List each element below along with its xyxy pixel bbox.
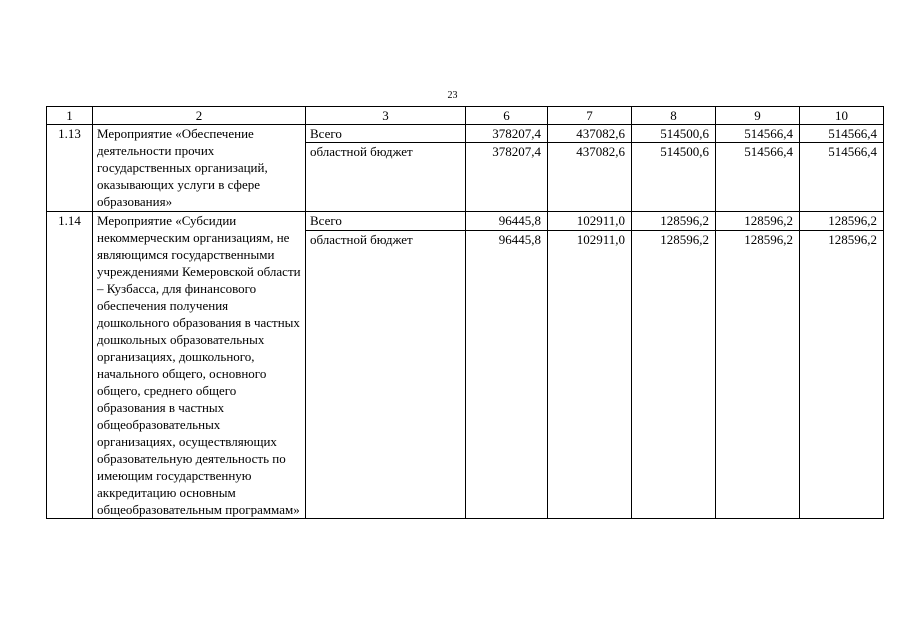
- value-col-10: 514566,4: [800, 143, 884, 212]
- value-col-8: 514500,6: [632, 143, 716, 212]
- value-col-8: 514500,6: [632, 125, 716, 143]
- value-col-7: 102911,0: [548, 231, 632, 519]
- header-col-1: 1: [47, 107, 93, 125]
- value-col-10: 128596,2: [800, 231, 884, 519]
- table-row: [47, 125, 884, 143]
- header-col-10: 10: [800, 107, 884, 125]
- value-col-7: 102911,0: [548, 212, 632, 231]
- value-col-6: 378207,4: [466, 143, 548, 212]
- header-col-8: 8: [632, 107, 716, 125]
- item-description: Мероприятие «Обеспечение деятельности прочих государственных организаций, оказывающих услуги в сфере образования»: [93, 125, 306, 212]
- value-col-9: 128596,2: [716, 231, 800, 519]
- value-col-8: 128596,2: [632, 212, 716, 231]
- value-col-7: 437082,6: [548, 125, 632, 143]
- value-col-6: 378207,4: [466, 125, 548, 143]
- header-col-6: 6: [466, 107, 548, 125]
- header-col-2: 2: [93, 107, 306, 125]
- header-col-9: 9: [716, 107, 800, 125]
- funding-source: Всего: [306, 125, 466, 143]
- value-col-9: 514566,4: [716, 143, 800, 212]
- value-col-10: 128596,2: [800, 212, 884, 231]
- funding-source: областной бюджет: [306, 231, 466, 519]
- value-col-9: 514566,4: [716, 125, 800, 143]
- item-code: 1.13: [47, 125, 93, 212]
- item-description: Мероприятие «Субсидии некоммерческим организациям, не являющимся государственными учреждениями Кемеровской области – Кузбасса, для финансового обеспечения получения дошкольного образования в частных дошкольных образовательных организациях, дошкольного, начального общего, основного общего, среднего общего образования в частных общеобразовательных организациях, осуществляющих образовательную деятельность по имеющим государственную аккредитацию основным общеобразовательным программам»: [93, 212, 306, 519]
- budget-table: [46, 106, 884, 519]
- page-number: 23: [447, 90, 458, 101]
- header-col-3: 3: [306, 107, 466, 125]
- table-row: [47, 212, 884, 231]
- value-col-6: 96445,8: [466, 212, 548, 231]
- header-col-7: 7: [548, 107, 632, 125]
- value-col-10: 514566,4: [800, 125, 884, 143]
- header-row: [47, 107, 884, 125]
- value-col-7: 437082,6: [548, 143, 632, 212]
- item-code: 1.14: [47, 212, 93, 519]
- value-col-9: 128596,2: [716, 212, 800, 231]
- value-col-6: 96445,8: [466, 231, 548, 519]
- funding-source: Всего: [306, 212, 466, 231]
- value-col-8: 128596,2: [632, 231, 716, 519]
- funding-source: областной бюджет: [306, 143, 466, 212]
